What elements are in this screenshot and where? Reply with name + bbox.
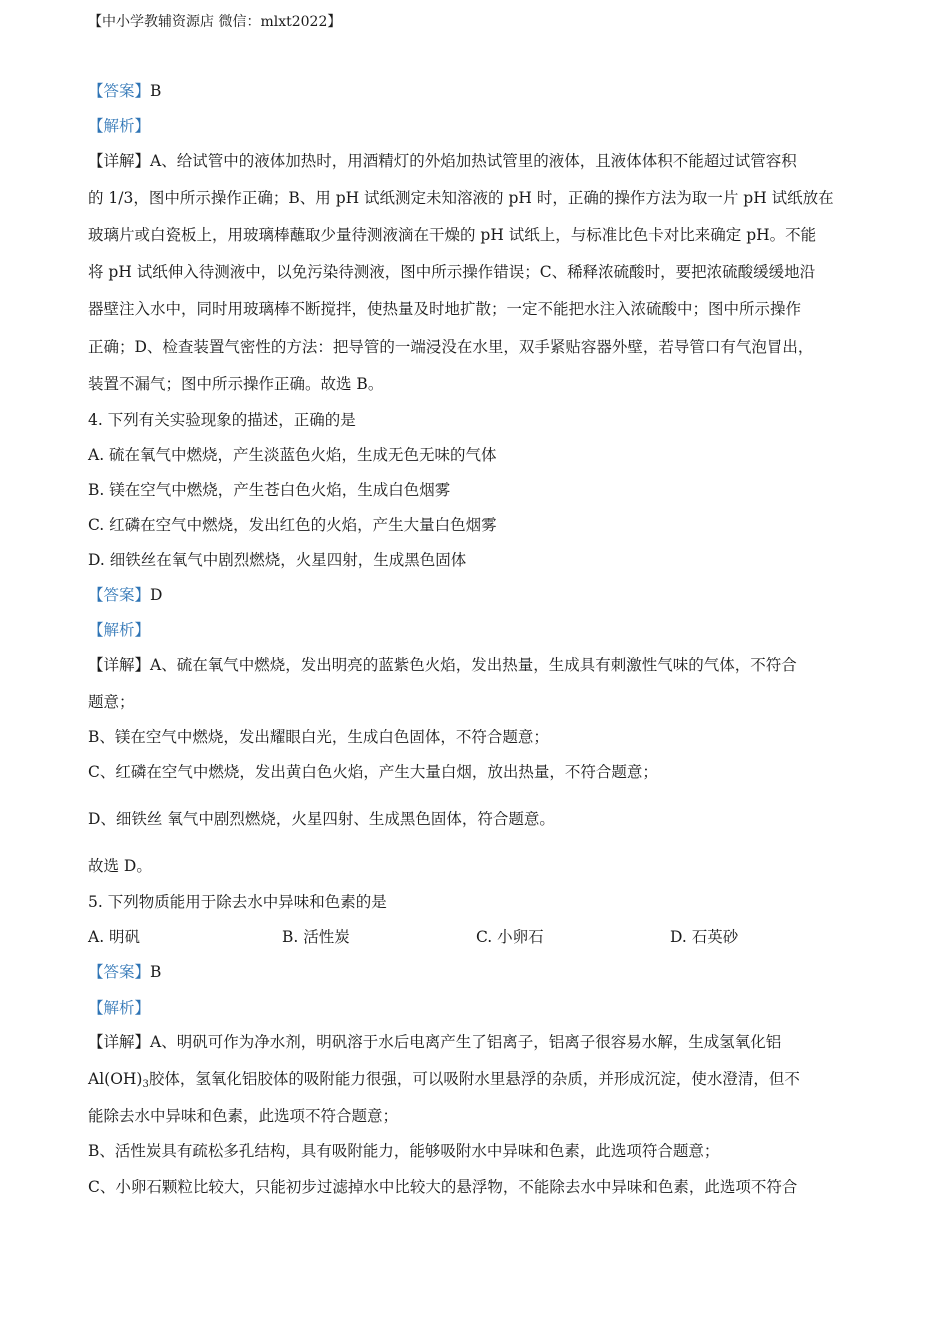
q3-detail-line: 的 1/3，图中所示操作正确；B、用 pH 试纸测定未知溶液的 pH 时，正确的操作方法为取一片 pH 试纸放在 (88, 189, 834, 207)
q5-detail-line: 【详解】A、明矾可作为净水剂，明矾溶于水后电离产生了铝离子，铝离子很容易水解，生成氢氧化铝 (88, 1033, 782, 1051)
q5-answer-line (88, 962, 161, 982)
page-header: 【中小学教辅资源店 微信：mlxt2022】 (88, 14, 342, 30)
q4-option: C. 红磷在空气中燃烧，发出红色的火焰，产生大量白色烟雾 (88, 516, 497, 534)
formula-subscript: 3 (142, 1079, 149, 1090)
q4-stem: 4. 下列有关实验现象的描述，正确的是 (88, 411, 356, 429)
q5-detail-line: C、小卵石颗粒比较大，只能初步过滤掉水中比较大的悬浮物，不能除去水中异味和色素，此选项不符合 (88, 1178, 798, 1196)
detail-text: 胶体，氢氧化铝胶体的吸附能力很强，可以吸附水里悬浮的杂质，并形成沉淀，使水澄清，但不 (148, 1070, 800, 1088)
q4-detail-line: B、镁在空气中燃烧，发出耀眼白光，生成白色固体，不符合题意； (88, 728, 549, 746)
q4-detail-line: 故选 D。 (88, 857, 152, 875)
q3-detail-line: 将 pH 试纸伸入待测液中，以免污染待测液，图中所示操作错误；C、稀释浓硫酸时，要把浓硫酸缓缓地沿 (88, 263, 816, 281)
q4-detail-line: D、细铁丝 氧气中剧烈燃烧，火星四射、生成黑色固体，符合题意。 (88, 810, 555, 828)
q4-option: B. 镁在空气中燃烧，产生苍白色火焰，生成白色烟雾 (88, 481, 451, 499)
q4-detail-line: 题意； (88, 693, 135, 711)
formula: Al(OH) (88, 1070, 143, 1088)
answer-tag: 【答案】 (88, 963, 151, 981)
q3-detail-line: 器壁注入水中，同时用玻璃棒不断搅拌，使热量及时地扩散；一定不能把水注入浓硫酸中；图中所示操作 (88, 300, 802, 318)
q5-option-c: C. 小卵石 (476, 928, 544, 946)
q5-option-a: A. 明矾 (88, 928, 141, 946)
q4-option: A. 硫在氧气中燃烧，产生淡蓝色火焰，生成无色无味的气体 (88, 446, 497, 464)
q3-answer-line (88, 81, 161, 101)
answer-value: D (150, 586, 163, 604)
q4-analysis-tag: 【解析】 (88, 621, 151, 639)
answer-value: B (150, 963, 162, 981)
q5-stem: 5. 下列物质能用于除去水中异味和色素的是 (88, 893, 387, 911)
q4-detail-line: C、红磷在空气中燃烧，发出黄白色火焰，产生大量白烟，放出热量，不符合题意； (88, 763, 658, 781)
q3-analysis-tag: 【解析】 (88, 117, 151, 135)
q5-option-b: B. 活性炭 (282, 928, 350, 946)
q3-detail-line: 玻璃片或白瓷板上，用玻璃棒蘸取少量待测液滴在干燥的 pH 试纸上，与标准比色卡对比来确定 pH。不能 (88, 226, 817, 244)
q3-detail-line: 正确；D、检查装置气密性的方法：把导管的一端浸没在水里，双手紧贴容器外壁，若导管口有气泡冒出， (88, 338, 814, 356)
answer-value: B (150, 82, 162, 100)
answer-tag: 【答案】 (88, 82, 151, 100)
q5-detail-line: B、活性炭具有疏松多孔结构，具有吸附能力，能够吸附水中异味和色素，此选项符合题意； (88, 1142, 720, 1160)
q4-option: D. 细铁丝在氧气中剧烈燃烧，火星四射，生成黑色固体 (88, 551, 467, 569)
q5-detail-line (88, 1069, 800, 1095)
q4-answer-line (88, 585, 162, 605)
q5-analysis-tag: 【解析】 (88, 999, 151, 1017)
q4-detail-line: 【详解】A、硫在氧气中燃烧，发出明亮的蓝紫色火焰，发出热量，生成具有刺激性气味的气体，不符合 (88, 656, 797, 674)
q3-detail-line: 【详解】A、给试管中的液体加热时，用酒精灯的外焰加热试管里的液体，且液体体积不能超过试管容积 (88, 152, 797, 170)
q5-option-d: D. 石英砂 (670, 928, 739, 946)
answer-tag: 【答案】 (88, 586, 151, 604)
q3-detail-line: 装置不漏气；图中所示操作正确。故选 B。 (88, 375, 384, 393)
q5-detail-line: 能除去水中异味和色素，此选项不符合题意； (88, 1107, 399, 1125)
